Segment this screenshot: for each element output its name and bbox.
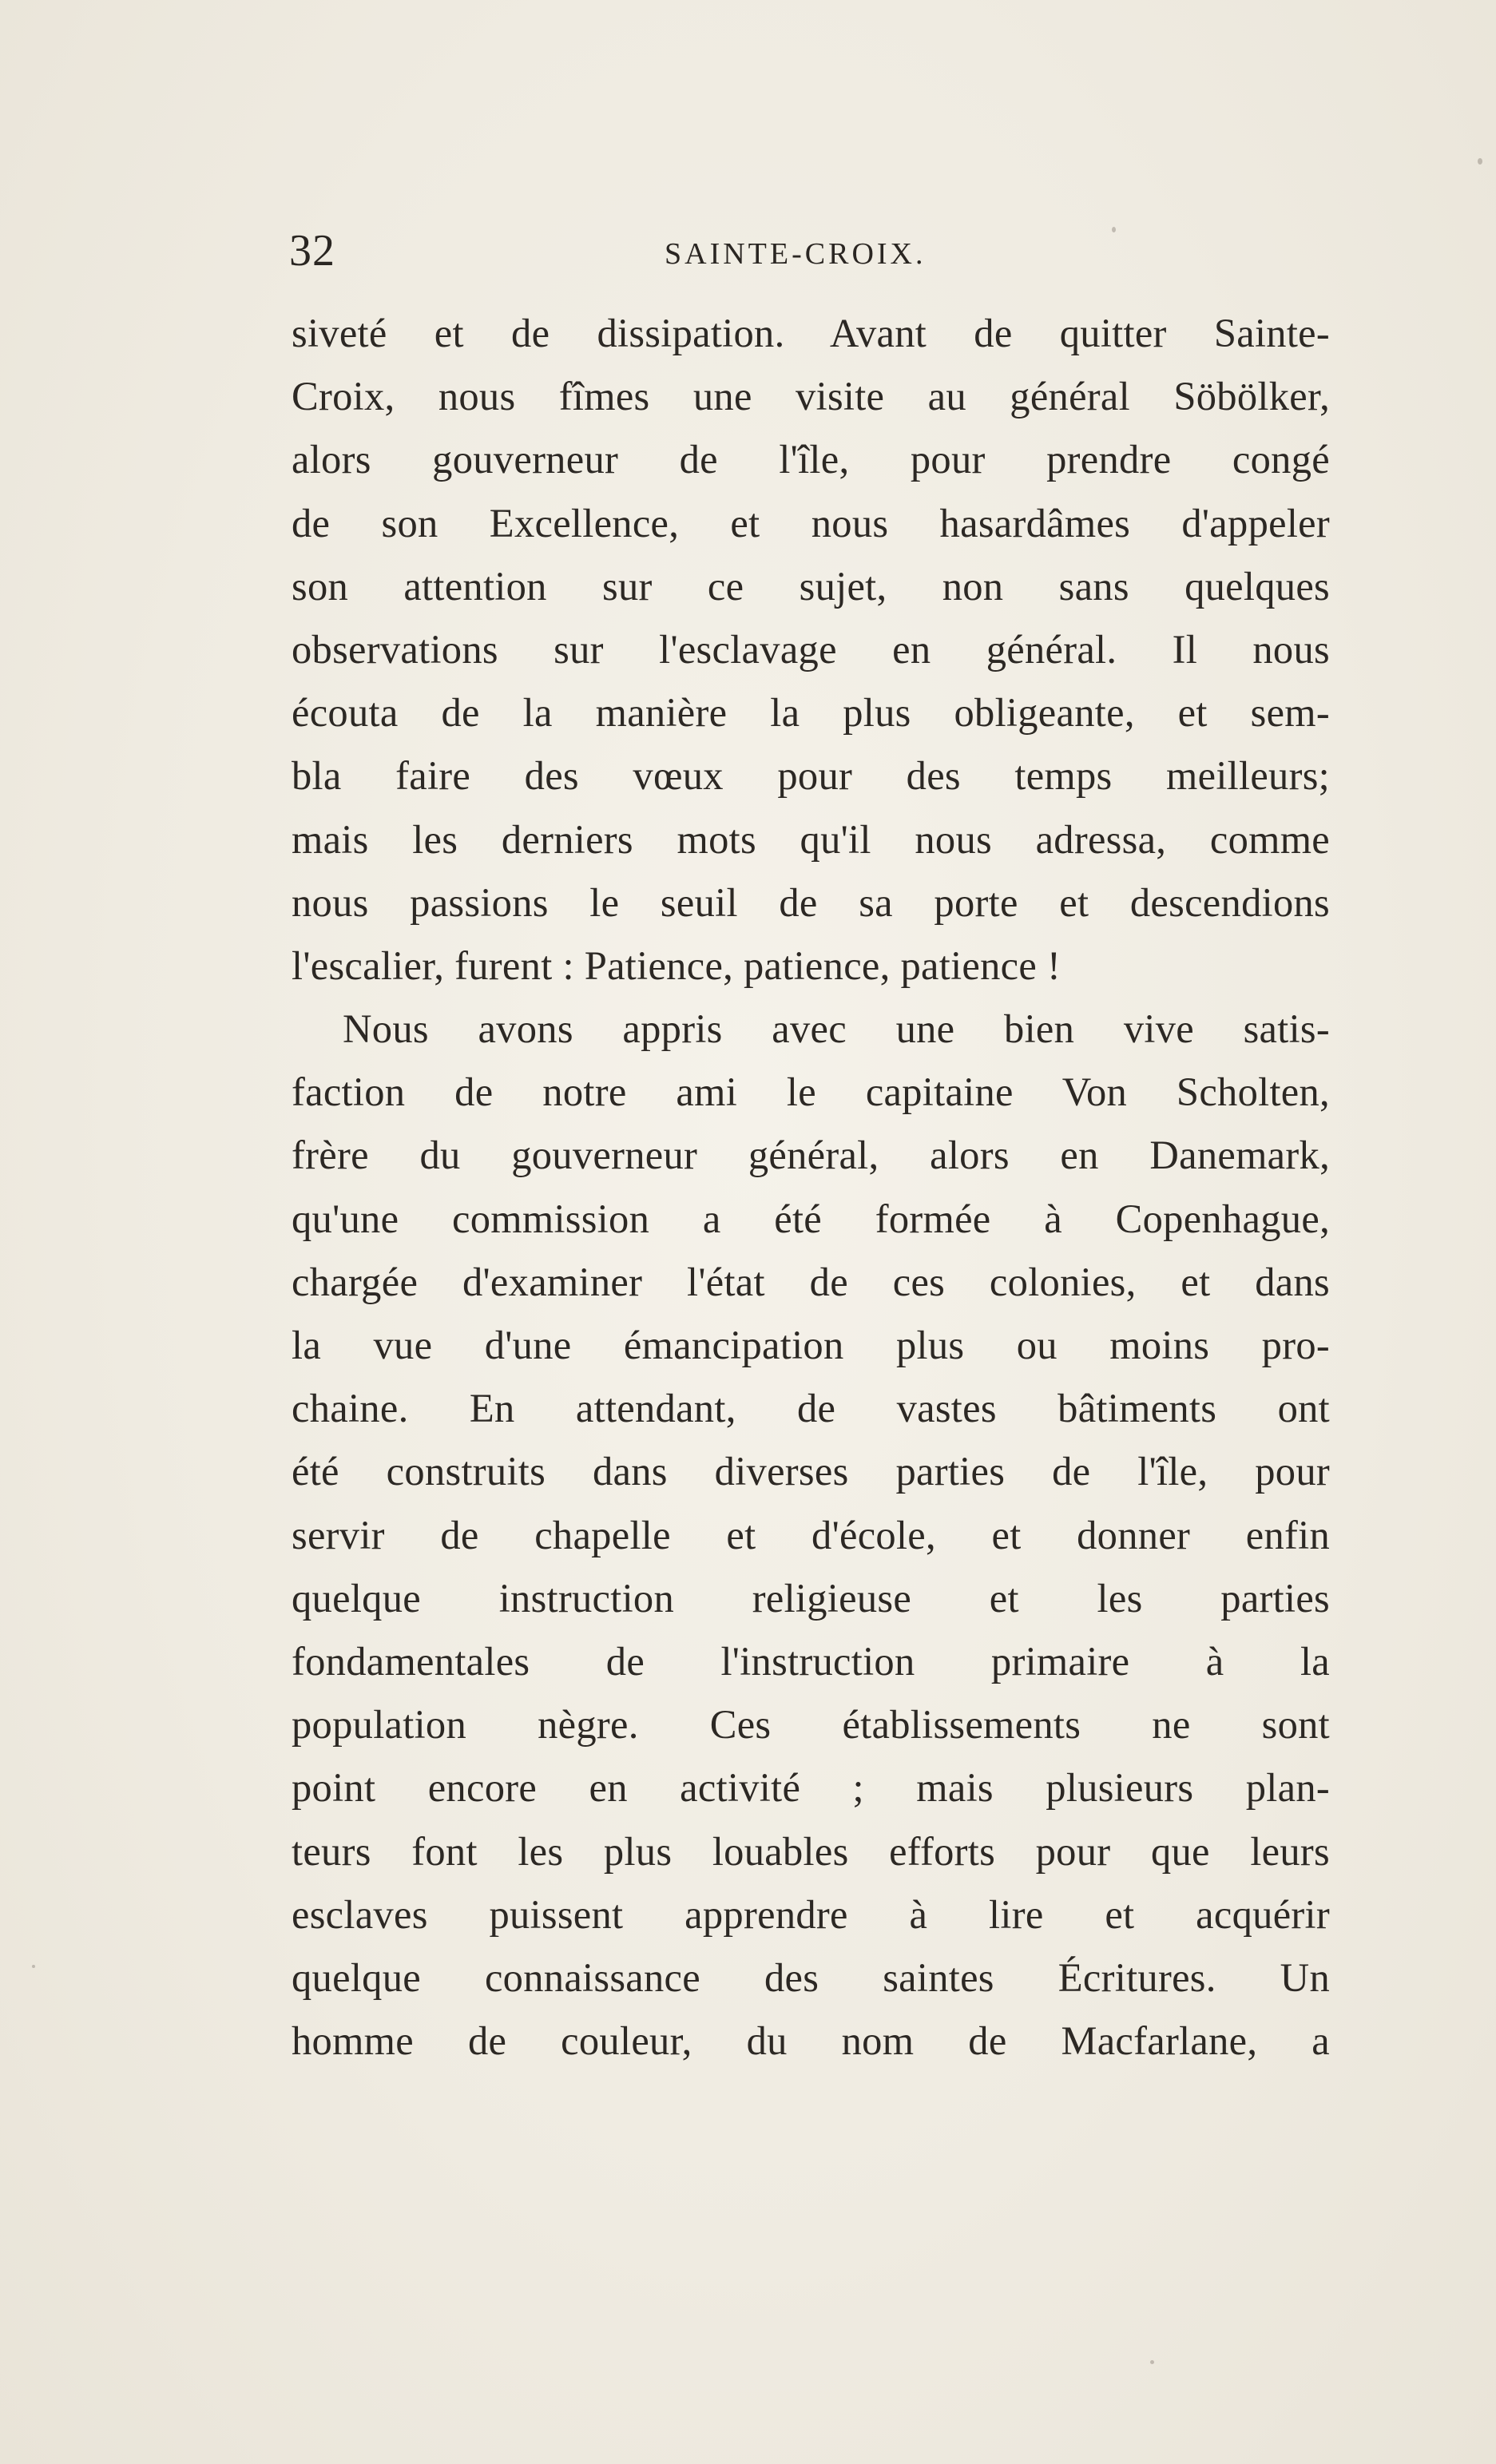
text-line: frère du gouverneur général, alors en Danemark, bbox=[292, 1133, 1330, 1178]
paper-speck bbox=[1478, 158, 1482, 165]
text-line: chargée d'examiner l'état de ces colonies, et dans bbox=[292, 1259, 1330, 1304]
body-text bbox=[292, 302, 1330, 2073]
text-line: son attention sur ce sujet, non sans quelques bbox=[292, 563, 1330, 609]
paragraph-first-line: Nous avons appris avec une bien vive satis- bbox=[343, 1006, 1330, 1052]
text-line: faction de notre ami le capitaine Von Scholten, bbox=[292, 1069, 1330, 1115]
text-line: nous passions le seuil de sa porte et descendions bbox=[292, 879, 1330, 925]
paper-speck bbox=[1112, 227, 1116, 232]
text-line: qu'une commission a été formée à Copenhague, bbox=[292, 1196, 1330, 1241]
text-line: quelque instruction religieuse et les parties bbox=[292, 1575, 1330, 1621]
text-line: l'escalier, furent : Patience, patience, patience ! bbox=[292, 942, 1061, 988]
text-line: chaine. En attendant, de vastes bâtiments ont bbox=[292, 1386, 1330, 1431]
paper-speck bbox=[1150, 2360, 1154, 2364]
text-line: population nègre. Ces établissements ne sont bbox=[292, 1702, 1330, 1748]
text-line: fondamentales de l'instruction primaire à la bbox=[292, 1638, 1330, 1684]
text-line: esclaves puissent apprendre à lire et acquérir bbox=[292, 1891, 1330, 1937]
text-line: mais les derniers mots qu'il nous adressa, comme bbox=[292, 816, 1330, 862]
text-line: observations sur l'esclavage en général. Il nous bbox=[292, 626, 1330, 672]
running-head: SAINTE-CROIX. bbox=[665, 237, 927, 271]
text-line: alors gouverneur de l'île, pour prendre congé bbox=[292, 437, 1330, 482]
text-line: siveté et de dissipation. Avant de quitter Sainte- bbox=[292, 311, 1330, 355]
text-line: Croix, nous fîmes une visite au général Söbölker, bbox=[292, 374, 1330, 419]
text-line: teurs font les plus louables efforts pour que leurs bbox=[292, 1828, 1330, 1874]
text-line: servir de chapelle et d'école, et donner enfin bbox=[292, 1512, 1330, 1557]
text-line: quelque connaissance des saintes Écritures. Un bbox=[292, 1954, 1330, 2000]
text-line: point encore en activité ; mais plusieurs plan- bbox=[292, 1765, 1330, 1811]
page-header bbox=[289, 225, 1327, 289]
text-line: été construits dans diverses parties de l'île, pour bbox=[292, 1449, 1330, 1494]
text-line: la vue d'une émancipation plus ou moins pro- bbox=[292, 1323, 1330, 1367]
text-line: écouta de la manière la plus obligeante, et sem- bbox=[292, 690, 1330, 736]
text-line: bla faire des vœux pour des temps meilleurs; bbox=[292, 753, 1330, 799]
text-line: de son Excellence, et nous hasardâmes d'appeler bbox=[292, 500, 1330, 546]
text-line: homme de couleur, du nom de Macfarlane, a bbox=[292, 2018, 1330, 2064]
page-number: 32 bbox=[289, 226, 335, 276]
paper-speck bbox=[32, 1965, 35, 1968]
